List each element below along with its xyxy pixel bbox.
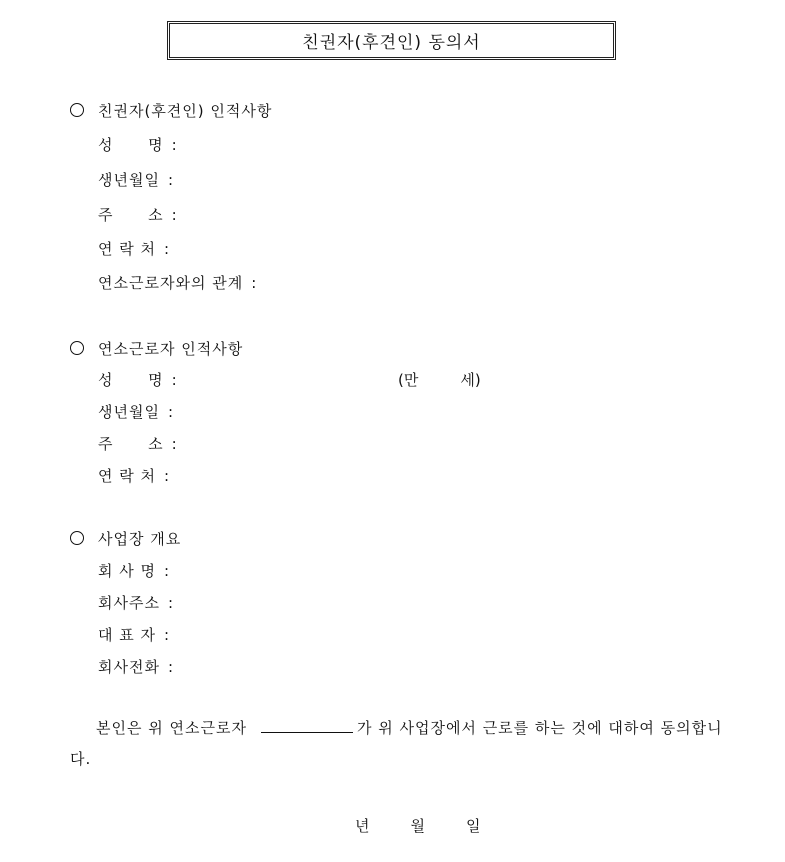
guardian-birth-field (98, 169, 174, 190)
minor-birth-field (98, 401, 174, 422)
document-title-box (167, 21, 616, 60)
circle-bullet-icon (70, 103, 84, 117)
minor-name-blank-line (261, 718, 353, 733)
consent-text-end: 가 위 사업장에서 근로를 하는 것에 대하여 동의합니다. (70, 719, 723, 768)
colon: : (164, 467, 171, 485)
guardian-birth-label: 생년월일 (98, 171, 160, 189)
colon: : (164, 626, 171, 644)
company-phone-field (98, 656, 174, 677)
minor-name-label: 성 명 (98, 371, 164, 389)
guardian-name-field (98, 134, 178, 155)
guardian-section-heading: 친권자(후견인) 인적사항 (70, 100, 272, 121)
colon: : (164, 240, 171, 258)
guardian-name-label: 성 명 (98, 136, 164, 154)
guardian-relation-field (98, 272, 257, 293)
minor-contact-field (98, 465, 170, 486)
day-label: 일 (466, 817, 482, 835)
minor-contact-label: 연 락 처 (98, 467, 157, 485)
minor-address-label: 주 소 (98, 435, 164, 453)
guardian-address-field (98, 204, 178, 225)
guardian-contact-field (98, 238, 170, 259)
minor-age-field (398, 369, 481, 390)
age-close-label: 세) (460, 371, 481, 389)
company-address-label: 회사주소 (98, 594, 160, 612)
colon: : (167, 171, 175, 189)
colon: : (171, 206, 178, 224)
circle-bullet-icon (70, 341, 84, 355)
colon: : (167, 403, 175, 421)
circle-bullet-icon (70, 531, 84, 545)
company-name-label: 회 사 명 (98, 562, 157, 580)
company-phone-label: 회사전화 (98, 658, 160, 676)
colon: : (164, 562, 171, 580)
year-label: 년 (355, 817, 371, 835)
business-section-heading: 사업장 개요 (70, 528, 181, 549)
age-open-label: (만 (398, 371, 419, 389)
representative-label: 대 표 자 (98, 626, 157, 644)
month-label: 월 (410, 817, 426, 835)
consent-text-start: 본인은 위 연소근로자 (96, 719, 247, 737)
company-address-field (98, 592, 174, 613)
colon: : (167, 594, 175, 612)
consent-paragraph (70, 713, 730, 775)
colon: : (167, 658, 175, 676)
minor-section-heading: 연소근로자 인적사항 (70, 338, 243, 359)
colon: : (171, 435, 178, 453)
colon: : (171, 371, 178, 389)
minor-address-field (98, 433, 178, 454)
minor-name-field (98, 369, 178, 390)
company-name-field (98, 560, 170, 581)
document-title: 친권자(후견인) 동의서 (302, 33, 481, 53)
colon: : (171, 136, 178, 154)
guardian-address-label: 주 소 (98, 206, 164, 224)
guardian-relation-label: 연소근로자와의 관계 (98, 274, 244, 292)
representative-field (98, 624, 170, 645)
minor-birth-label: 생년월일 (98, 403, 160, 421)
date-line (355, 815, 482, 836)
guardian-contact-label: 연 락 처 (98, 240, 157, 258)
colon: : (251, 274, 258, 292)
